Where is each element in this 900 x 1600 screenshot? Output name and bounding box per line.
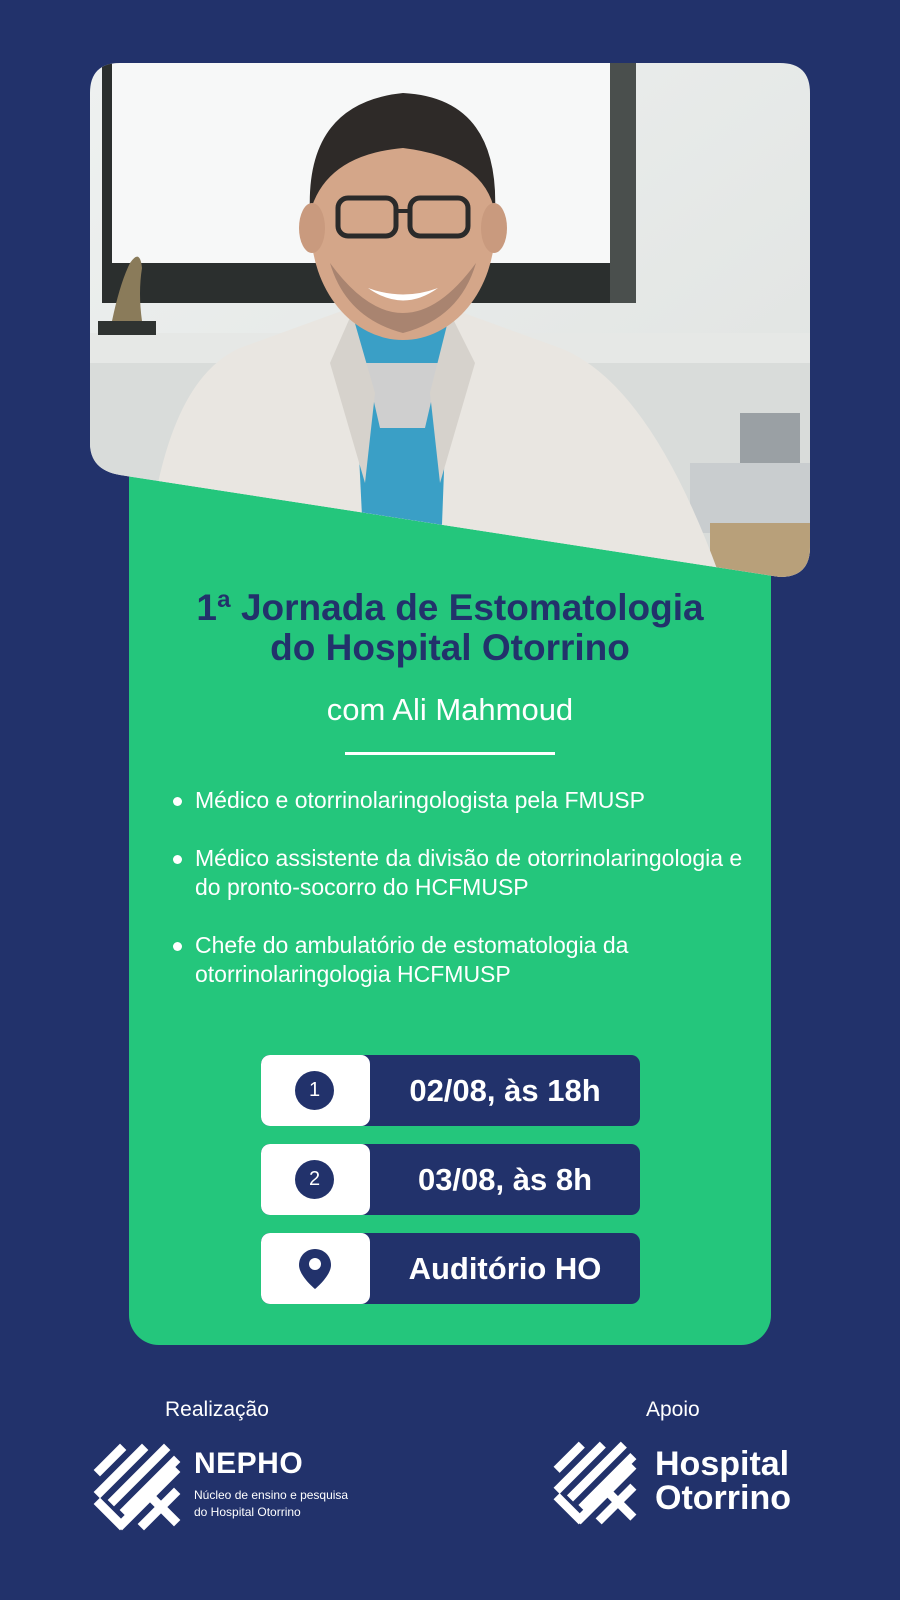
nepho-name: NEPHO xyxy=(194,1447,304,1480)
bio-item: Médico assistente da divisão de otorrinolaringologia e do pronto-socorro do HCFMUSP xyxy=(170,844,760,902)
speaker-bio-list xyxy=(170,786,760,1018)
nepho-logo-icon xyxy=(92,1442,182,1532)
schedule-location xyxy=(261,1233,640,1304)
event-title xyxy=(129,588,771,668)
hospital-otorrino-logo-icon xyxy=(552,1440,638,1526)
speaker-name: com Ali Mahmoud xyxy=(326,692,574,727)
nepho-description: Núcleo de ensino e pesquisa do Hospital Otorrino xyxy=(194,1488,349,1519)
number-badge: 2 xyxy=(295,1160,334,1199)
speaker-photo xyxy=(90,63,810,577)
hospital-otorrino-name: Hospital Otorrino xyxy=(655,1445,791,1517)
schedule-day-2-label: 03/08, às 8h xyxy=(417,1162,593,1197)
event-title-line2: do Hospital Otorrino xyxy=(270,627,630,668)
schedule-day-2 xyxy=(261,1144,640,1215)
location-pin-icon xyxy=(299,1249,331,1289)
organizer-label: Realização xyxy=(165,1398,269,1421)
schedule-day-1-label: 02/08, às 18h xyxy=(409,1073,601,1108)
divider xyxy=(345,752,555,755)
schedule-day-1 xyxy=(261,1055,640,1126)
schedule-location-label: Auditório HO xyxy=(408,1251,602,1286)
number-badge: 1 xyxy=(295,1071,334,1110)
support-label: Apoio xyxy=(646,1398,700,1421)
bio-item: Médico e otorrinolaringologista pela FMUSP xyxy=(170,786,760,815)
bio-item: Chefe do ambulatório de estomatologia da otorrinolaringologia HCFMUSP xyxy=(170,931,760,989)
event-title-line1: 1ª Jornada de Estomatologia xyxy=(196,587,704,628)
